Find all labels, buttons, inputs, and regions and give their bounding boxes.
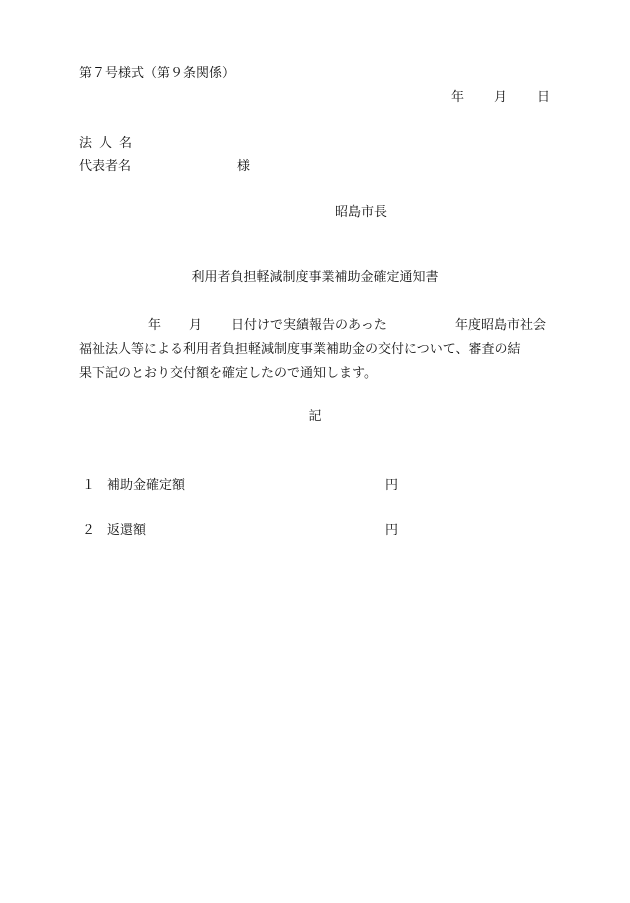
item-2-unit: 円 [385,523,399,538]
date-year-label: 年 [451,90,465,105]
item-2-number: ２ [82,523,96,538]
body-month-label: 月 [189,318,203,333]
body-line-3: 果下記のとおり交付額を確定したので通知します。 [79,366,377,381]
corporation-name-label: 法人名 [79,136,140,151]
item-1-number: １ [82,478,96,493]
body-year-label: 年 [148,318,162,333]
date-line [451,90,550,106]
date-day-label: 日 [537,90,551,105]
form-number: 第７号様式（第９条関係） [79,66,236,81]
body-line-1-middle: 日付けで実績報告のあった [231,318,387,333]
document-title: 利用者負担軽減制度事業補助金確定通知書 [191,270,439,285]
sender-mayor: 昭島市長 [335,205,388,220]
honorific-label: 様 [237,159,251,174]
body-line-1-end: 年度昭島市社会 [455,318,547,333]
body-line-1 [148,318,387,334]
body-line-2: 福祉法人等による利用者負担軽減制度事業補助金の交付について、審査の結 [79,342,521,357]
representative-label: 代表者名 [79,159,132,174]
item-1-unit: 円 [385,478,399,493]
ki-heading: 記 [308,409,322,424]
item-2-label: 返還額 [107,523,147,538]
item-1-label: 補助金確定額 [107,478,186,493]
date-month-label: 月 [494,90,508,105]
